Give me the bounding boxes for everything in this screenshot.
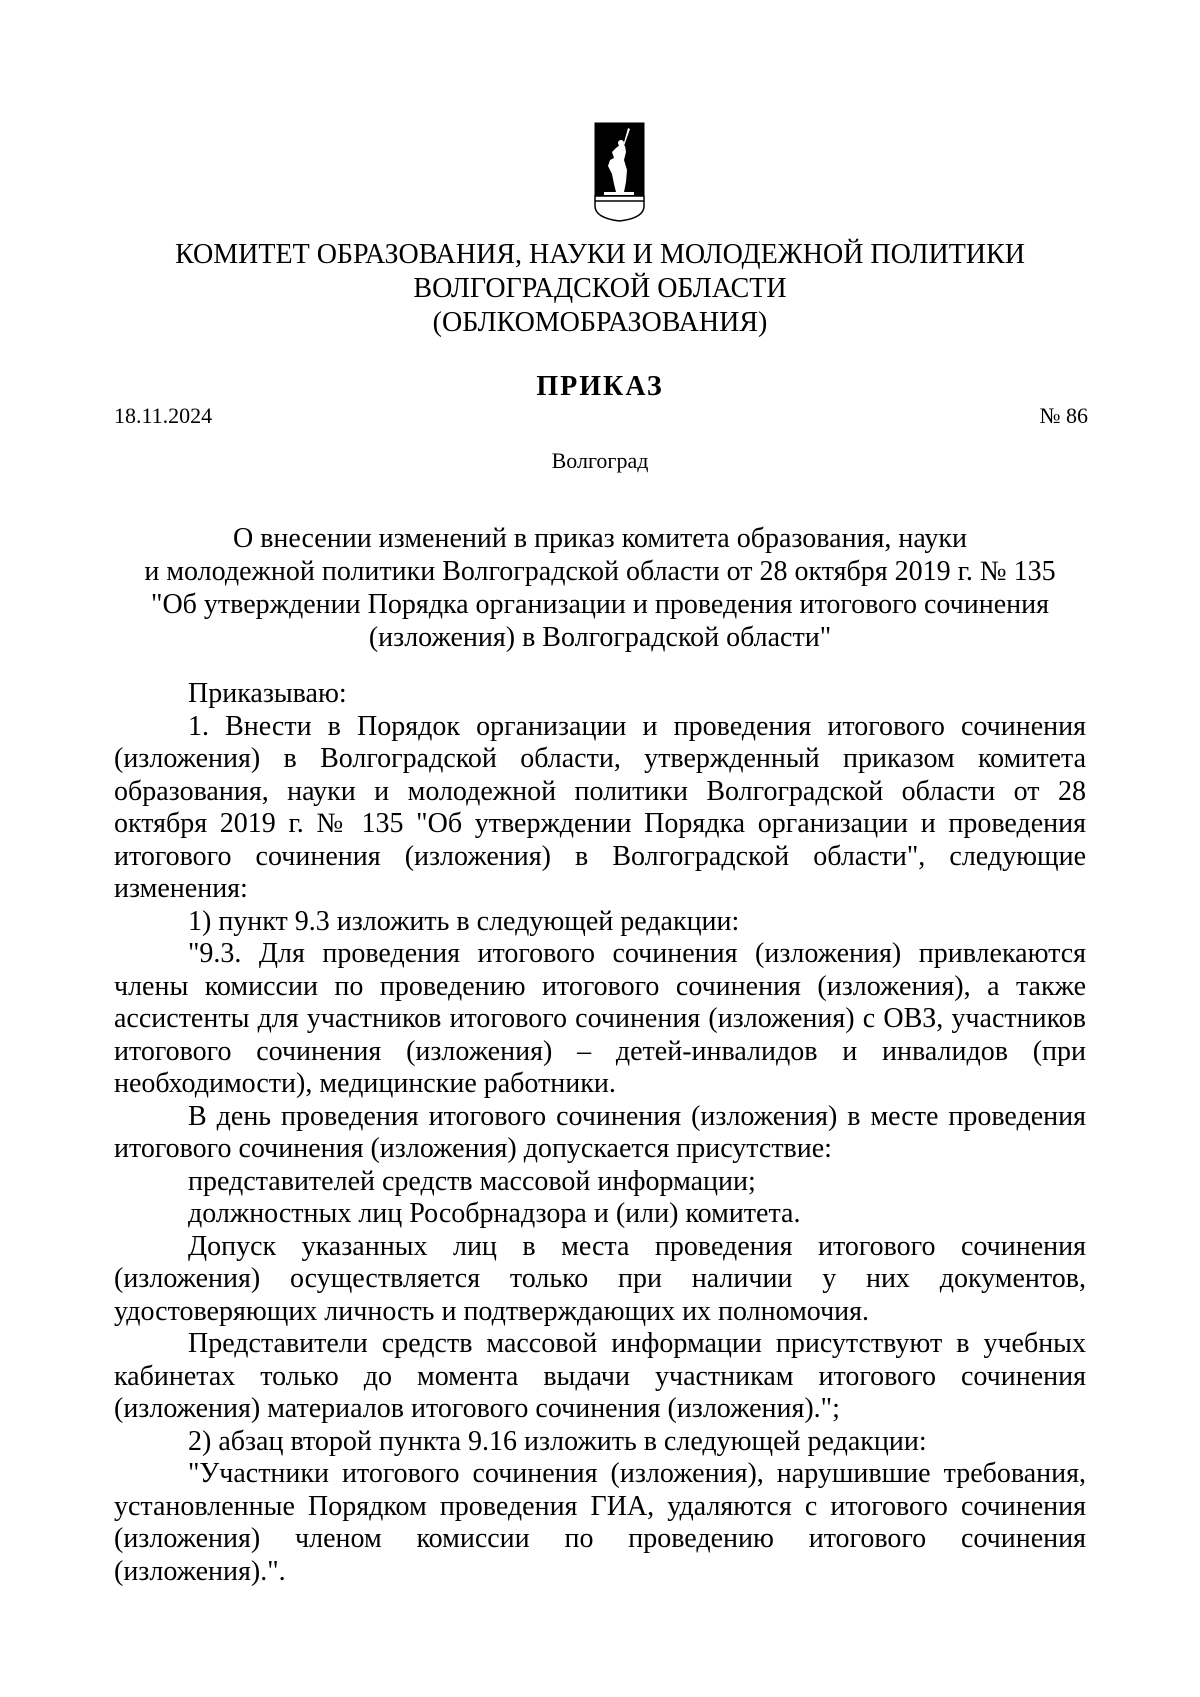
subject-line-1: О внесении изменений в приказ комитета образования, науки — [232, 523, 967, 554]
volgograd-coat-of-arms-icon — [594, 122, 645, 222]
body-paragraph: Представители средств массовой информации присутствуют в учебных кабинетах только до момента выдачи участникам итогового сочинения (изложения) материалов итогового сочинения (изложения)."; — [114, 1328, 1086, 1424]
document-number: № 86 — [1039, 403, 1088, 428]
org-line-2: ВОЛГОГРАДСКОЙ ОБЛАСТИ — [413, 273, 787, 304]
document-subject — [100, 522, 1100, 654]
body-paragraph: представителей средств массовой информации; — [188, 1165, 756, 1197]
org-line-1: КОМИТЕТ ОБРАЗОВАНИЯ, НАУКИ И МОЛОДЕЖНОЙ ПОЛИТИКИ — [175, 239, 1025, 270]
body-paragraph: В день проведения итогового сочинения (изложения) в месте проведения итогового сочинения (изложения) допускается присутствие: — [114, 1100, 1086, 1164]
body-paragraph: должностных лиц Рособрнадзора и (или) комитета. — [188, 1198, 801, 1229]
document-type: ПРИКАЗ — [536, 371, 664, 402]
body-paragraph: Допуск указанных лиц в места проведения итогового сочинения (изложения) осуществляется только при наличии у них документов, удостоверяющих личность и подтверждающих их полномочия. — [114, 1230, 1086, 1327]
document-body — [114, 678, 1086, 1588]
body-paragraph: 1) пункт 9.3 изложить в следующей редакции: — [188, 905, 740, 937]
subject-line-4: (изложения) в Волгоградской области" — [368, 622, 832, 653]
document-city: Волгоград — [551, 448, 649, 473]
body-paragraph: 2) абзац второй пункта 9.16 изложить в следующей редакции: — [188, 1425, 927, 1457]
organization-name — [100, 238, 1100, 340]
body-paragraph: 1. Внести в Порядок организации и проведения итогового сочинения (изложения) в Волгоградской области, утвержденный приказом комитета образования, науки и молодежной политики Волгоградской области от 28 октября 2019 г. № 135 "Об утверждении Порядка организации и проведения итогового сочинения (изложения) в Волгоградской области", следующие изменения: — [114, 710, 1086, 904]
body-paragraph: Приказываю: — [188, 678, 347, 709]
subject-line-3: "Об утверждении Порядка организации и проведения итогового сочинения — [151, 589, 1049, 620]
org-line-3: (ОБЛКОМОБРАЗОВАНИЯ) — [432, 307, 768, 338]
body-paragraph: "Участники итогового сочинения (изложения), нарушившие требования, установленные Порядком проведения ГИА, удаляются с итогового сочинения (изложения) членом комиссии по проведению итогового сочинения (изложения).". — [114, 1458, 1086, 1587]
body-paragraph: "9.3. Для проведения итогового сочинения (изложения) привлекаются члены комиссии по проведению итогового сочинения (изложения), а также ассистенты для участников итогового сочинения (изложения) с ОВЗ, участников итогового сочинения (изложения) – детей-инвалидов и инвалидов (при необходимости), медицинские работники. — [114, 938, 1086, 1099]
subject-line-2: и молодежной политики Волгоградской области от 28 октября 2019 г. № 135 — [144, 556, 1056, 587]
document-date: 18.11.2024 — [114, 403, 213, 428]
